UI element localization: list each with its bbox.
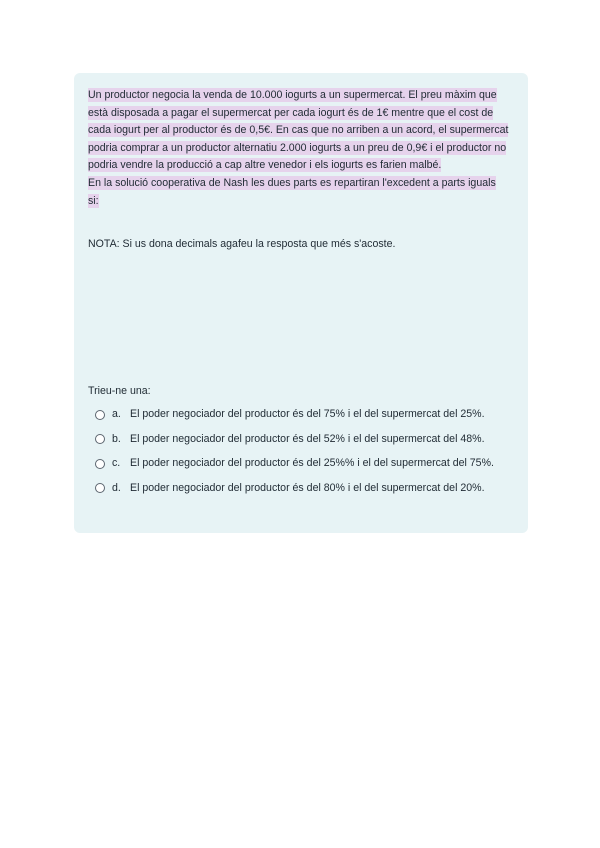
radio-button-d[interactable] xyxy=(95,483,105,493)
option-letter: c. xyxy=(112,457,121,469)
option-label[interactable]: El poder negociador del productor és del 80% i el del supermercat del 20%. xyxy=(130,481,485,494)
option-label[interactable]: El poder negociador del productor és del 25%% i el del supermercat del 75%. xyxy=(130,457,494,469)
question-paragraph-2 xyxy=(88,175,504,210)
radio-button-c[interactable] xyxy=(95,459,105,469)
answer-options xyxy=(95,406,515,504)
option-letter: a. xyxy=(112,408,121,420)
option-letter: b. xyxy=(112,432,121,445)
radio-button-b[interactable] xyxy=(95,434,105,444)
radio-button-a[interactable] xyxy=(95,410,105,420)
answer-prompt: Trieu-ne una: xyxy=(88,385,151,397)
question-text xyxy=(88,87,514,254)
answer-option-d[interactable] xyxy=(95,480,515,497)
answer-option-c[interactable] xyxy=(95,455,515,472)
question-statement: Un productor negocia la venda de 10.000 iogurts a un supermercat. El preu màxim que està disposada a pagar el supermercat per cada iogurt és de 1€ mentre que el cost de cada iogurt per al productor és de 0,5€. En cas que no arriben a un acord, el supermercat podria comprar a un productor alternatiu 2.000 iogurts a un preu de 0,9€ i el productor no podria vendre la producció a cap altre venedor i els iogurts es farien malbé. xyxy=(88,89,509,172)
answer-option-a[interactable] xyxy=(95,406,515,423)
option-letter: d. xyxy=(112,481,121,494)
question-condition: En la solució cooperativa de Nash les dues parts es repartiran l'excedent a parts iguals si: xyxy=(88,176,496,207)
question-paragraph-1 xyxy=(88,87,512,175)
answer-option-b[interactable] xyxy=(95,431,515,448)
option-label[interactable]: El poder negociador del productor és del 52% i el del supermercat del 48%. xyxy=(130,432,485,445)
question-card xyxy=(74,73,528,533)
option-label[interactable]: El poder negociador del productor és del 75% i el del supermercat del 25%. xyxy=(130,408,485,420)
question-note: NOTA: Si us dona decimals agafeu la resposta que més s'acoste. xyxy=(88,238,396,251)
